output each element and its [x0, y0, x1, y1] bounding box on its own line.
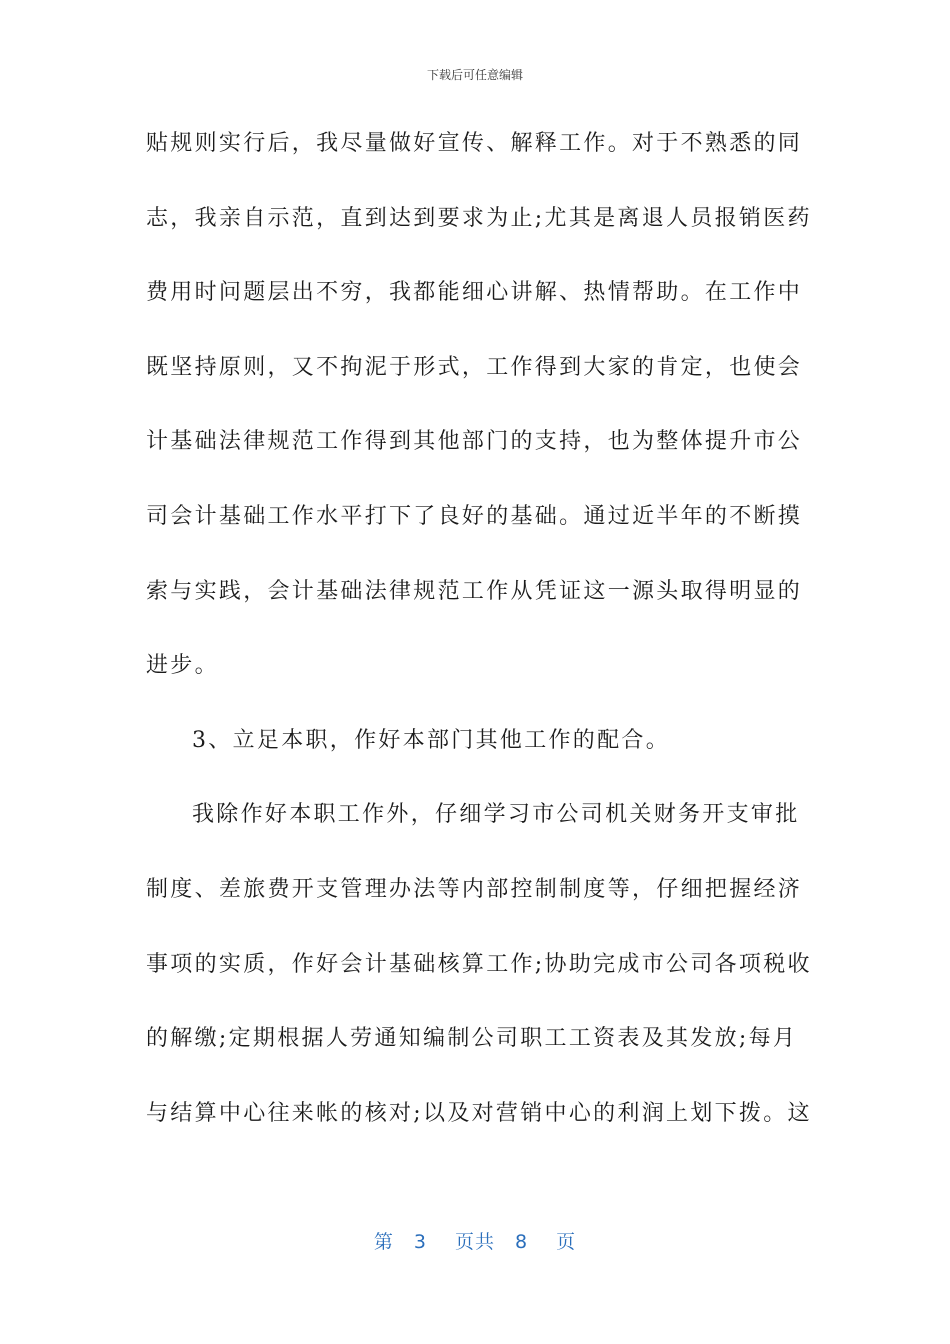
body-line: 索与实践，会计基础法律规范工作从凭证这一源头取得明显的 — [146, 578, 803, 604]
body-line: 事项的实质，作好会计基础核算工作;协助完成市公司各项税收 — [146, 951, 812, 977]
section-heading: 3、立足本职，作好本部门其他工作的配合。 — [192, 727, 670, 753]
page-footer — [0, 1227, 950, 1254]
body-line: 与结算中心往来帐的核对;以及对营销中心的利润上划下拨。这 — [146, 1100, 812, 1126]
page-prefix: 第 — [373, 1231, 394, 1253]
current-page-number: 3 — [413, 1231, 427, 1253]
paragraph-start-line: 我除作好本职工作外，仔细学习市公司机关财务开支审批 — [192, 802, 800, 828]
body-line: 贴规则实行后，我尽量做好宣传、解释工作。对于不熟悉的同 — [146, 131, 803, 156]
body-line: 的解缴;定期根据人劳通知编制公司职工工资表及其发放;每月 — [146, 1026, 798, 1052]
document-body — [146, 122, 812, 1166]
body-line: 费用时问题层出不穷，我都能细心讲解、热情帮助。在工作中 — [146, 280, 803, 306]
body-line: 计基础法律规范工作得到其他部门的支持，也为整体提升市公 — [146, 429, 803, 455]
body-line: 进步。 — [146, 653, 219, 679]
page-mid: 页共 — [454, 1231, 495, 1253]
page-suffix: 页 — [556, 1231, 577, 1253]
page-header-note: 下载后可任意编辑 — [426, 68, 523, 82]
body-line: 司会计基础工作水平打下了良好的基础。通过近半年的不断摸 — [146, 503, 803, 529]
body-line: 既坚持原则，又不拘泥于形式，工作得到大家的肯定，也使会 — [146, 354, 803, 380]
body-line: 志，我亲自示范，直到达到要求为止;尤其是离退人员报销医药 — [146, 205, 812, 231]
body-line: 制度、差旅费开支管理办法等内部控制制度等，仔细把握经济 — [146, 876, 803, 902]
total-pages: 8 — [515, 1231, 529, 1253]
